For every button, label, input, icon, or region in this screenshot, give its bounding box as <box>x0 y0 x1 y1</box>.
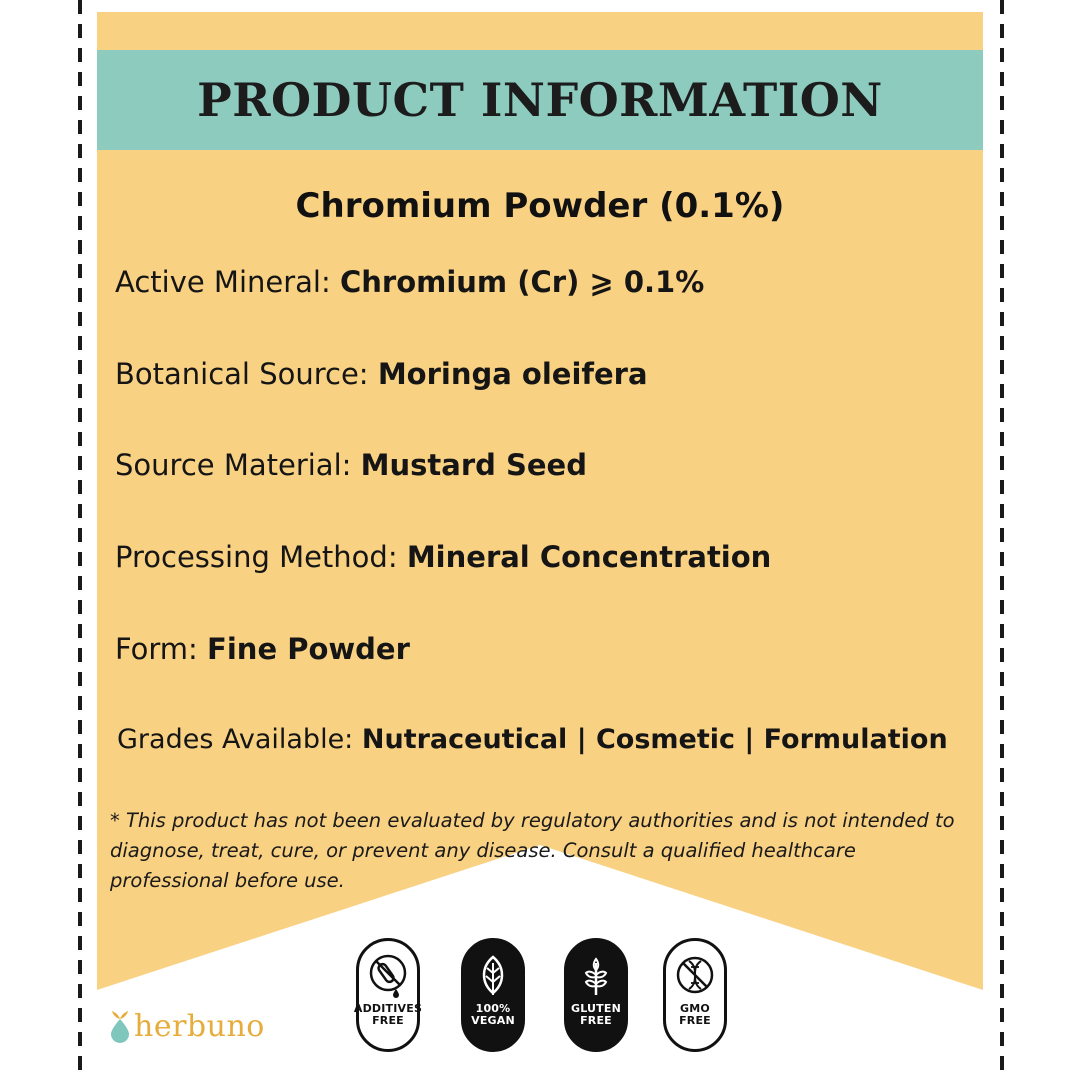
badge-additives-free <box>353 938 423 1052</box>
spec-row-botanical-source <box>115 357 648 391</box>
spec-value: Fine Powder <box>207 632 410 666</box>
badge-label: GMO FREE <box>679 1002 711 1027</box>
brand-logo <box>108 1006 265 1046</box>
spec-label: Active Mineral: <box>115 265 331 299</box>
badge-gmo-free <box>663 938 727 1052</box>
badge-label: ADDITIVES FREE <box>353 1002 423 1027</box>
badge-label: GLUTEN FREE <box>570 1002 621 1027</box>
leaf-icon <box>473 951 513 999</box>
disclaimer-text: * This product has not been evaluated by regulatory authorities and is not intended to diagnose, treat, cure, or prevent any disease. Consult a qualified healthcare professional before use. <box>110 809 955 892</box>
title-band <box>97 50 983 150</box>
badge-100-vegan <box>461 938 525 1052</box>
spec-label: Form: <box>115 632 198 666</box>
spec-row-active-mineral <box>115 265 704 299</box>
wheat-icon <box>576 951 616 999</box>
page-title: PRODUCT INFORMATION <box>197 73 883 127</box>
spec-value: Nutraceutical | Cosmetic | Formulation <box>361 724 948 755</box>
spec-row-processing-method <box>115 540 771 574</box>
spec-value: Chromium (Cr) ⩾ 0.1% <box>339 265 705 299</box>
spec-label: Grades Available: <box>117 724 354 755</box>
badge-label: 100% VEGAN <box>471 1002 515 1027</box>
dna-crossed-icon <box>675 951 715 999</box>
spec-row-form <box>115 632 410 666</box>
spec-row-source-material <box>115 448 587 482</box>
spec-value: Mineral Concentration <box>406 540 772 574</box>
spec-row-grades-available <box>117 724 948 755</box>
spec-value: Mustard Seed <box>360 448 587 482</box>
spec-label: Botanical Source: <box>115 357 369 391</box>
test-tube-icon <box>368 951 408 999</box>
brand-name: herbuno <box>134 1008 265 1044</box>
spec-value: Moringa oleifera <box>377 357 648 391</box>
spec-label: Source Material: <box>115 448 352 482</box>
product-name: Chromium Powder (0.1%) <box>295 186 785 226</box>
drop-leaf-icon <box>108 1009 132 1043</box>
badge-gluten-free <box>564 938 628 1052</box>
spec-label: Processing Method: <box>115 540 398 574</box>
